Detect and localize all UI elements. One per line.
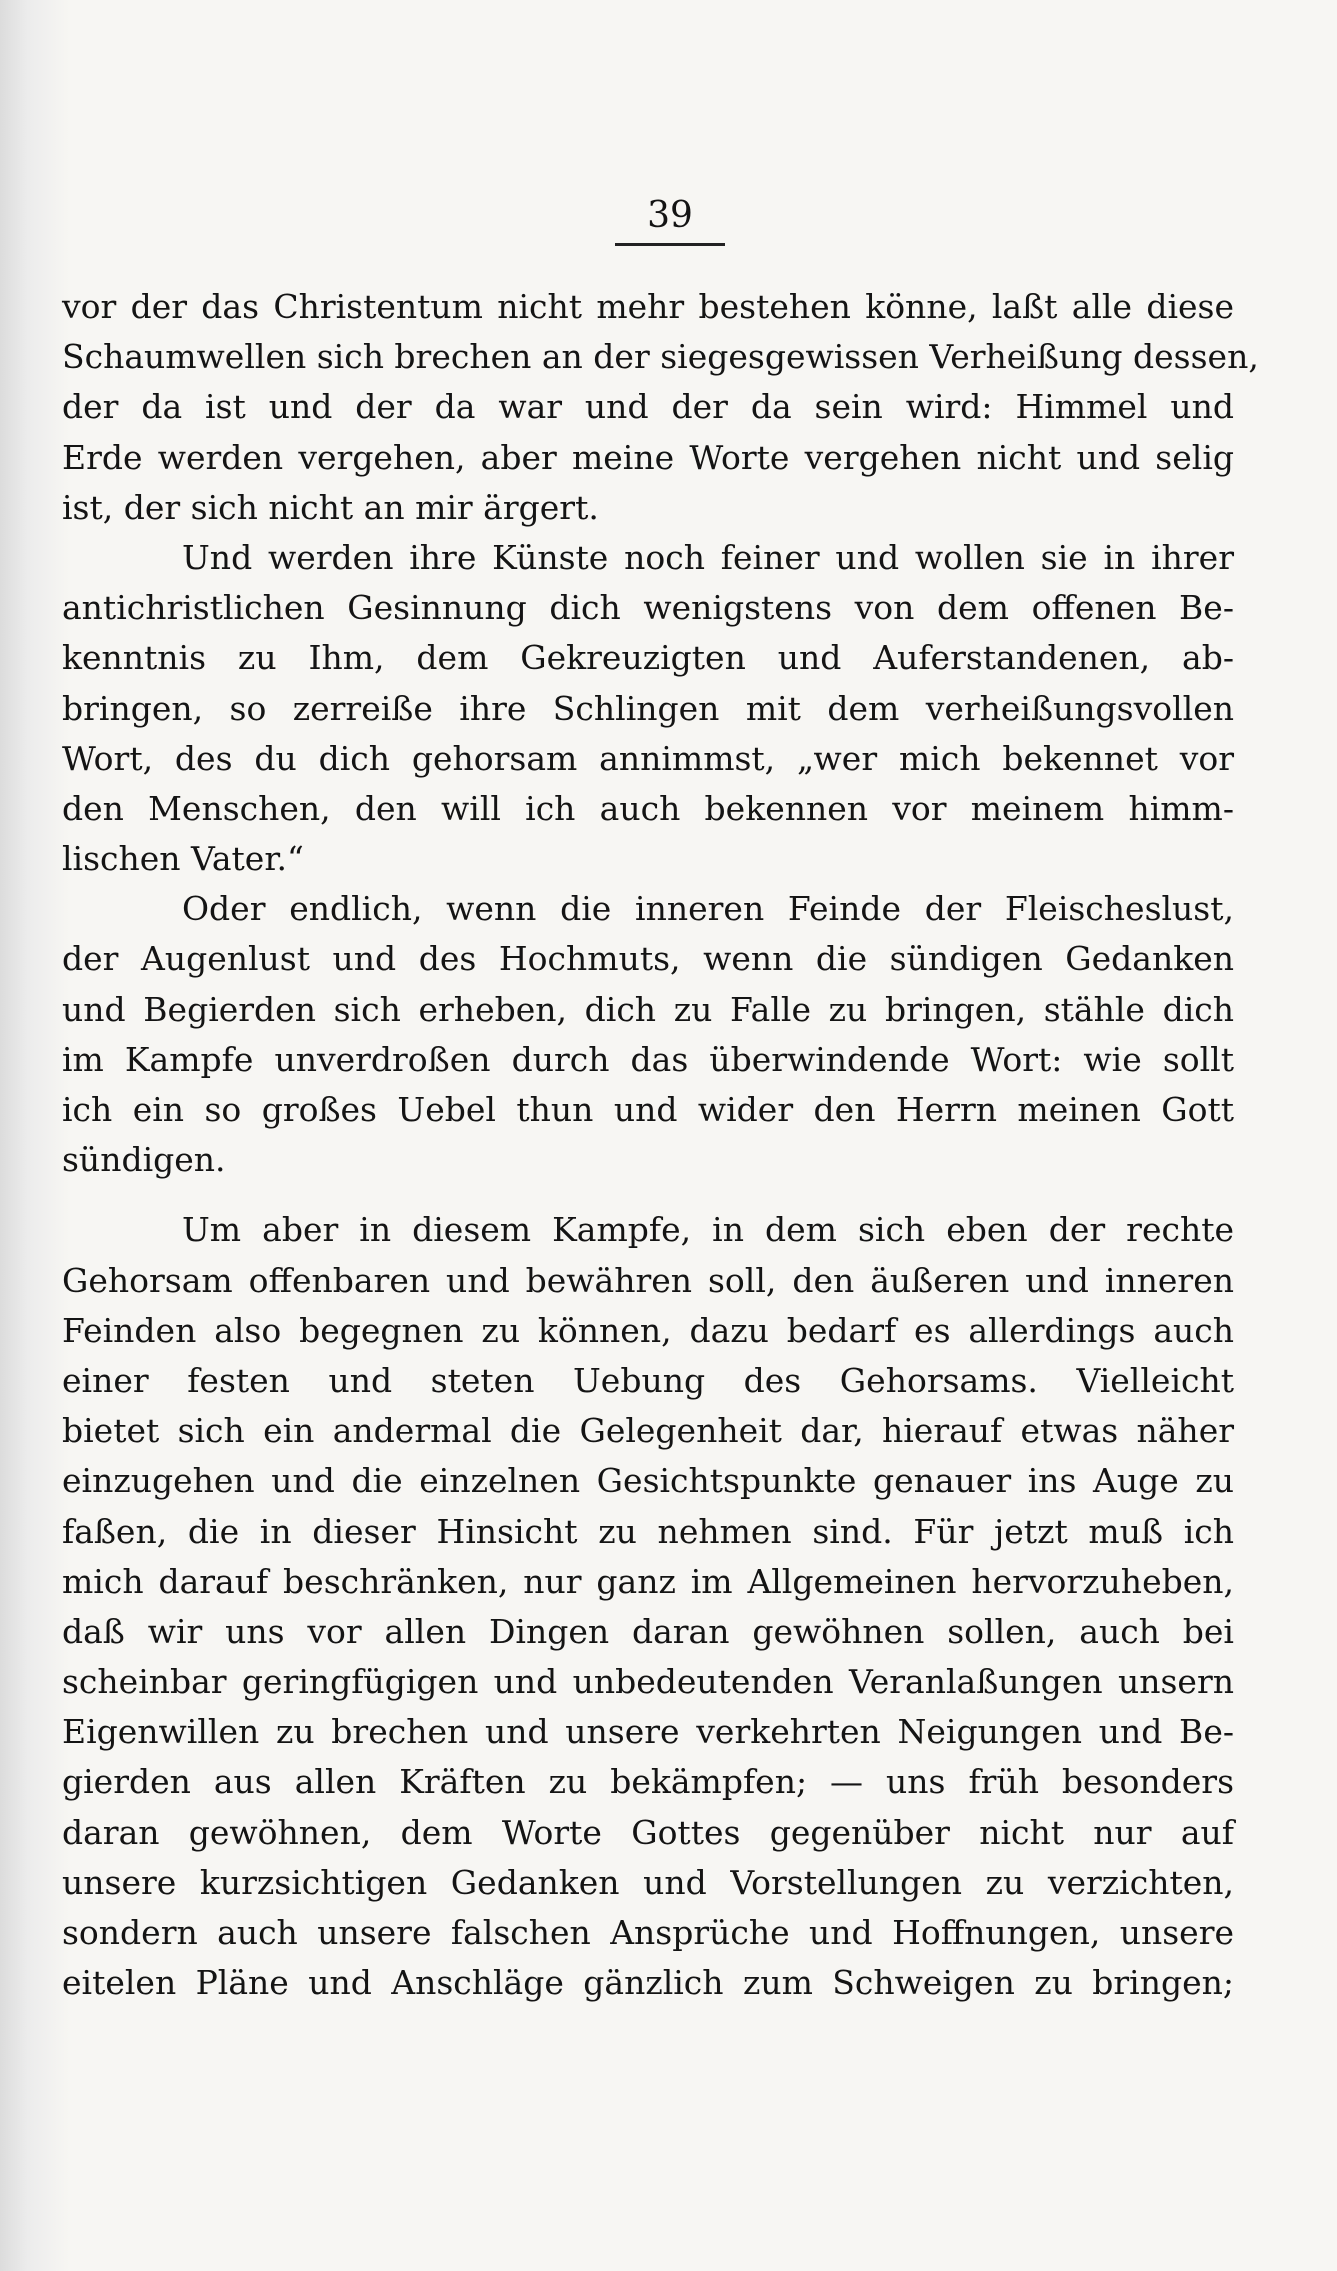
text-line: lischen Vater.“ bbox=[62, 839, 304, 879]
text-line: ich ein so großes Uebel thun und wider den Herrn meinen Gott bbox=[62, 1090, 1234, 1129]
text-line: scheinbar geringfügigen und unbedeutenden Veranlaßungen unsern bbox=[62, 1662, 1234, 1702]
paragraph-4 bbox=[62, 1205, 1234, 2008]
page-number-rule bbox=[615, 243, 725, 246]
text-line: kenntnis zu Ihm, dem Gekreuzigten und Auferstandenen, ab- bbox=[62, 638, 1234, 678]
text-line: einer festen und steten Uebung des Gehorsams. Vielleicht bbox=[62, 1360, 1234, 1400]
paragraph-2 bbox=[62, 533, 1234, 884]
text-line: antichristlichen Gesinnung dich wenigstens von dem offenen Be- bbox=[62, 588, 1234, 628]
paragraph-3 bbox=[62, 884, 1234, 1185]
text-line: Wort, des du dich gehorsam annimmst, „wer mich bekennet vor bbox=[62, 738, 1234, 778]
body-text bbox=[62, 282, 1259, 2008]
text-line: Schaumwellen sich brechen an der siegesgewissen Verheißung dessen, bbox=[62, 337, 1259, 377]
text-line: daran gewöhnen, dem Worte Gottes gegenüber nicht nur auf bbox=[62, 1812, 1234, 1852]
text-line: den Menschen, den will ich auch bekennen vor meinem himm- bbox=[62, 788, 1234, 828]
text-line: bietet sich ein andermal die Gelegenheit dar, hierauf etwas näher bbox=[62, 1411, 1234, 1451]
text-line: der Augenlust und des Hochmuts, wenn die sündigen Gedanken bbox=[62, 939, 1234, 979]
text-line: Feinden also begegnen zu können, dazu bedarf es allerdings auch bbox=[62, 1310, 1234, 1350]
text-line: Und werden ihre Künste noch feiner und wollen sie in ihrer bbox=[182, 537, 1234, 577]
text-line: eitelen Pläne und Anschläge gänzlich zum Schweigen zu bringen; bbox=[62, 1963, 1234, 2003]
paragraph-gap bbox=[62, 1185, 1234, 1205]
page-number: 39 bbox=[647, 195, 693, 236]
text-line: sondern auch unsere falschen Ansprüche und Hoffnungen, unsere bbox=[62, 1913, 1234, 1952]
text-line: Gehorsam offenbaren und bewähren soll, den äußeren und inneren bbox=[62, 1260, 1234, 1300]
text-line: sündigen. bbox=[62, 1140, 226, 1180]
text-line: Oder endlich, wenn die inneren Feinde der Fleischeslust, bbox=[182, 889, 1234, 929]
text-line: vor der das Christentum nicht mehr bestehen könne, laßt alle diese bbox=[62, 287, 1234, 326]
text-line: der da ist und der da war und der da sein wird: Himmel und bbox=[62, 387, 1234, 427]
text-line: faßen, die in dieser Hinsicht zu nehmen sind. Für jetzt muß ich bbox=[62, 1511, 1234, 1551]
text-line: Um aber in diesem Kampfe, in dem sich eben der rechte bbox=[182, 1210, 1234, 1250]
text-line: mich darauf beschränken, nur ganz im Allgemeinen hervorzuheben, bbox=[62, 1561, 1234, 1601]
text-line: einzugehen und die einzelnen Gesichtspunkte genauer ins Auge zu bbox=[62, 1461, 1234, 1501]
text-line: gierden aus allen Kräften zu bekämpfen; — uns früh besonders bbox=[62, 1762, 1234, 1802]
text-line: unsere kurzsichtigen Gedanken und Vorstellungen zu verzichten, bbox=[62, 1862, 1234, 1902]
text-line: und Begierden sich erheben, dich zu Falle zu bringen, stähle dich bbox=[62, 989, 1234, 1029]
text-line: im Kampfe unverdroßen durch das überwindende Wort: wie sollt bbox=[62, 1039, 1234, 1079]
text-line: daß wir uns vor allen Dingen daran gewöhnen sollen, auch bei bbox=[62, 1611, 1234, 1651]
paragraph-1 bbox=[62, 282, 1259, 533]
text-line: Eigenwillen zu brechen und unsere verkehrten Neigungen und Be- bbox=[62, 1712, 1234, 1752]
text-line: bringen, so zerreiße ihre Schlingen mit dem verheißungsvollen bbox=[62, 688, 1234, 728]
text-line: Erde werden vergehen, aber meine Worte vergehen nicht und selig bbox=[62, 437, 1234, 477]
text-line: ist, der sich nicht an mir ärgert. bbox=[62, 487, 599, 527]
